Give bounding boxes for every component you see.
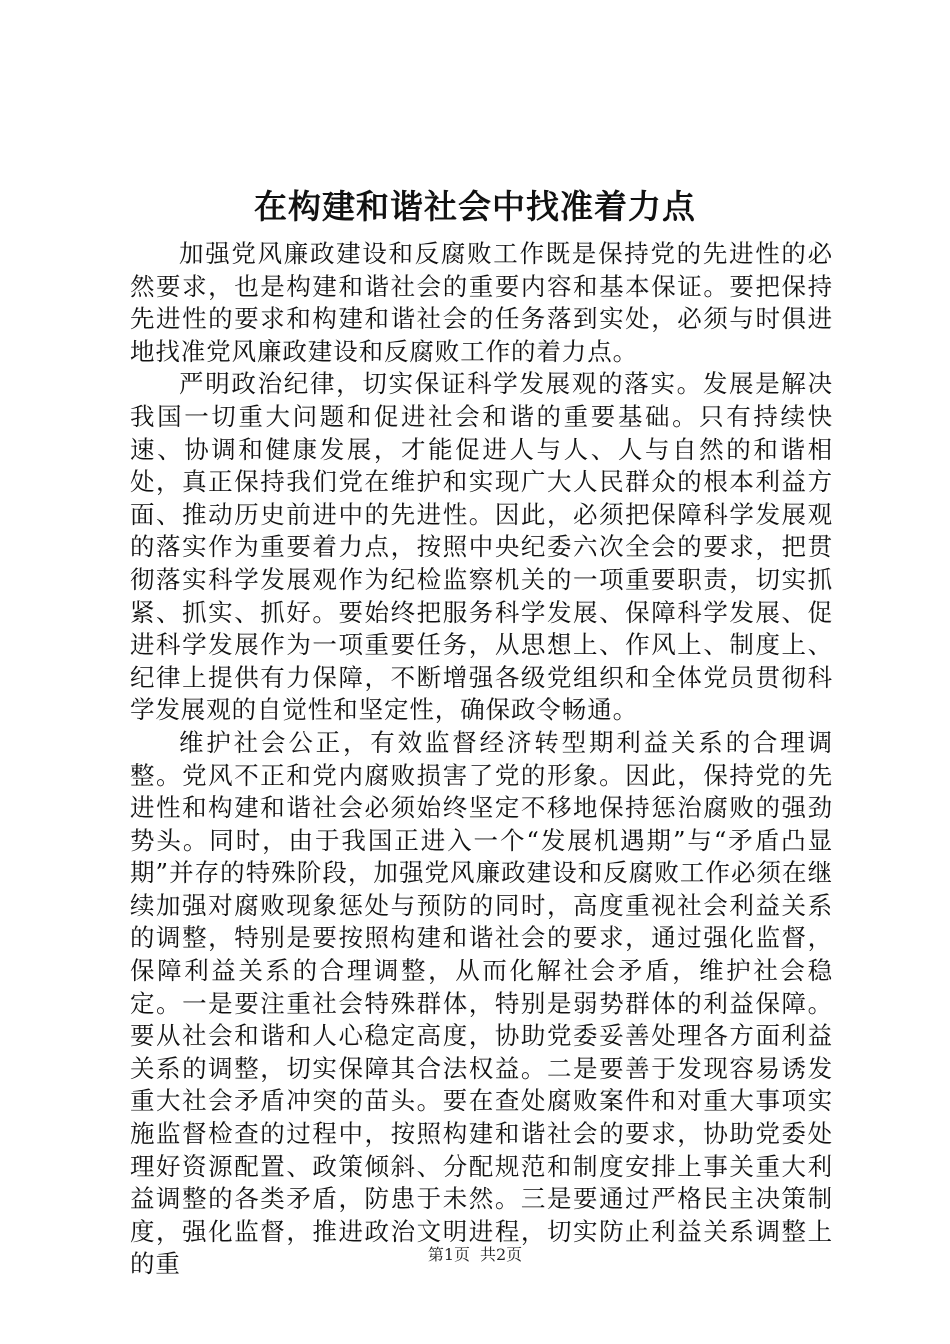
paragraph-political-discipline: 严明政治纪律，切实保证科学发展观的落实。发展是解决我国一切重大问题和促进社会和谐的重要基础。只有持续快速、协调和健康发展，才能促进人与人、人与自然的和谐相处，真正保持我们党在维护和实现广大人民群众的根本利益方面、推动历史前进中的先进性。因此，必须把保障科学发展观的落实作为重要着力点，按照中央纪委六次全会的要求，把贯彻落实科学发展观作为纪检监察机关的一项重要职责，切实抓紧、抓实、抓好。要始终把服务科学发展、保障科学发展、促进科学发展作为一项重要任务，从思想上、作风上、制度上、纪律上提供有力保障，不断增强各级党组织和全体党员贯彻科学发展观的自觉性和坚定性，确保政令畅通。	[130, 369, 833, 725]
paragraph-intro: 加强党风廉政建设和反腐败工作既是保持党的先进性的必然要求，也是构建和谐社会的重要内容和基本保证。要把保持先进性的要求和构建和谐社会的任务落到实处，必须与时俱进地找准党风廉政建设和反腐败工作的着力点。	[130, 239, 833, 366]
document-title: 在构建和谐社会中找准着力点	[254, 187, 696, 226]
page-number: 第1页	[427, 1245, 470, 1264]
page-total: 共2页	[480, 1245, 523, 1264]
paragraph-social-justice: 维护社会公正，有效监督经济转型期利益关系的合理调整。党风不正和党内腐败损害了党的形象。因此，保持党的先进性和构建和谐社会必须始终坚定不移地保持惩治腐败的强劲势头。同时，由于我国正进入一个“发展机遇期”与“矛盾凸显期”并存的特殊阶段，加强党风廉政建设和反腐败工作必须在继续加强对腐败现象惩处与预防的同时，高度重视社会利益关系的调整，特别是要按照构建和谐社会的要求，通过强化监督，保障利益关系的合理调整，从而化解社会矛盾，维护社会稳定。一是要注重社会特殊群体，特别是弱势群体的利益保障。要从社会和谐和人心稳定高度，协助党委妥善处理各方面利益关系的调整，切实保障其合法权益。二是要善于发现容易诱发重大社会矛盾冲突的苗头。要在查处腐败案件和对重大事项实施监督检查的过程中，按照构建和谐社会的要求，协助党委处理好资源配置、政策倾斜、分配规范和制度安排上事关重大利益调整的各类矛盾，防患于未然。三是要通过严格民主决策制度，强化监督，推进政治文明进程，切实防止利益关系调整上的重	[130, 727, 833, 1279]
page-footer	[0, 1243, 950, 1267]
document-body	[130, 238, 833, 1281]
